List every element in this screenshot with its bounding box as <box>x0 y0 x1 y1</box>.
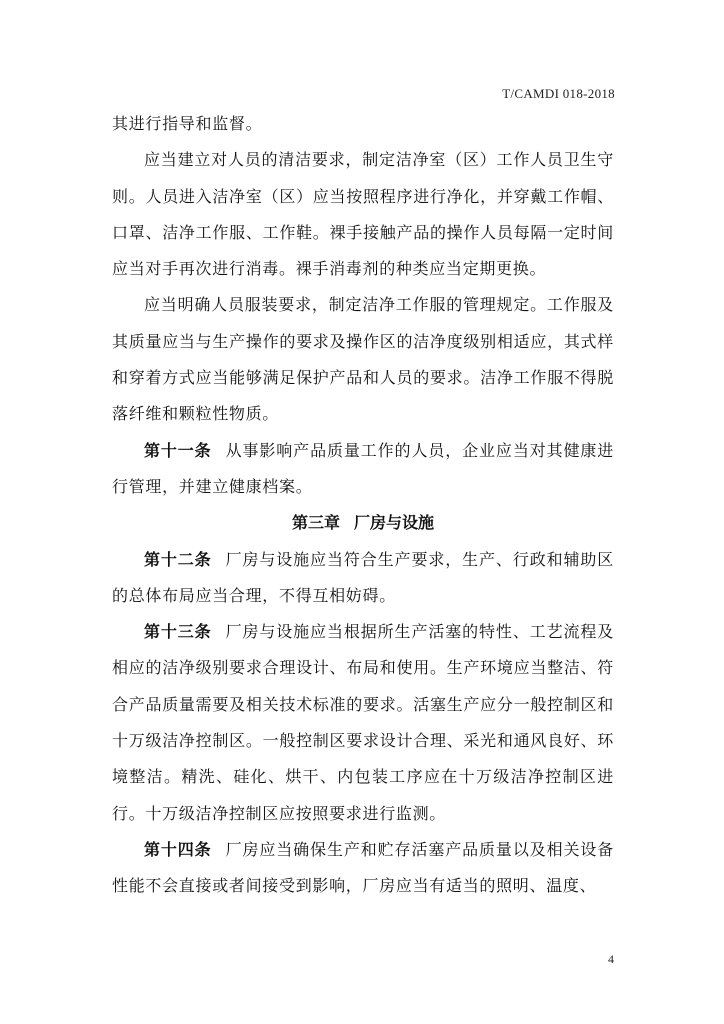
chapter-title: 厂房与设施 <box>354 513 435 533</box>
chapter-heading <box>112 505 614 541</box>
page-number: 4 <box>608 952 614 966</box>
article-13-text: 厂房与设施应当根据所生产活塞的特性、工艺流程及相应的洁净级别要求合理设计、布局和使用。生产环境应当整洁、符合产品质量需要及相关技术标准的要求。活塞生产应分一般控制区和十万级洁净控制区。一般控制区要求设计合理、采光和通风良好、环境整洁。精洗、硅化、烘干、内包装工序应在十万级洁净控制区进行。十万级洁净控制区应按照要求进行监测。 <box>112 622 614 823</box>
page-content <box>112 106 614 905</box>
article-11-label: 第十一条 <box>144 440 212 460</box>
article-14-text: 厂房应当确保生产和贮存活塞产品质量以及相关设备性能不会直接或者间接受到影响，厂房应当有适当的照明、温度、 <box>112 839 614 896</box>
article-13 <box>112 614 614 832</box>
article-12-text: 厂房与设施应当符合生产要求，生产、行政和辅助区的总体布局应当合理，不得互相妨碍。 <box>112 549 614 605</box>
article-11-text: 从事影响产品质量工作的人员，企业应当对其健康进行管理，并建立健康档案。 <box>112 440 614 496</box>
paragraph-clothing-requirements: 应当明确人员服装要求，制定洁净工作服的管理规定。工作服及其质量应当与生产操作的要求及操作区的洁净度级别相适应，其式样和穿着方式应当能够满足保护产品和人员的要求。洁净工作服不得脱落纤维和颗粒性物质。 <box>112 295 614 424</box>
paragraph-cleanliness-requirements: 应当建立对人员的清洁要求，制定洁净室（区）工作人员卫生守则。人员进入洁净室（区）应当按照程序进行净化，并穿戴工作帽、口罩、洁净工作服、工作鞋。裸手接触产品的操作人员每隔一定时间应当对手再次进行消毒。裸手消毒剂的种类应当定期更换。 <box>112 150 614 279</box>
article-11 <box>112 433 614 506</box>
article-13-label: 第十三条 <box>144 622 212 642</box>
chapter-number: 第三章 <box>291 513 340 533</box>
document-code: T/CAMDI 018-2018 <box>502 86 615 101</box>
article-12 <box>112 542 614 615</box>
paragraph-continuation: 其进行指导和监督。 <box>112 114 263 133</box>
article-14-label: 第十四条 <box>144 839 212 859</box>
article-12-label: 第十二条 <box>144 549 212 569</box>
article-14 <box>112 832 614 905</box>
